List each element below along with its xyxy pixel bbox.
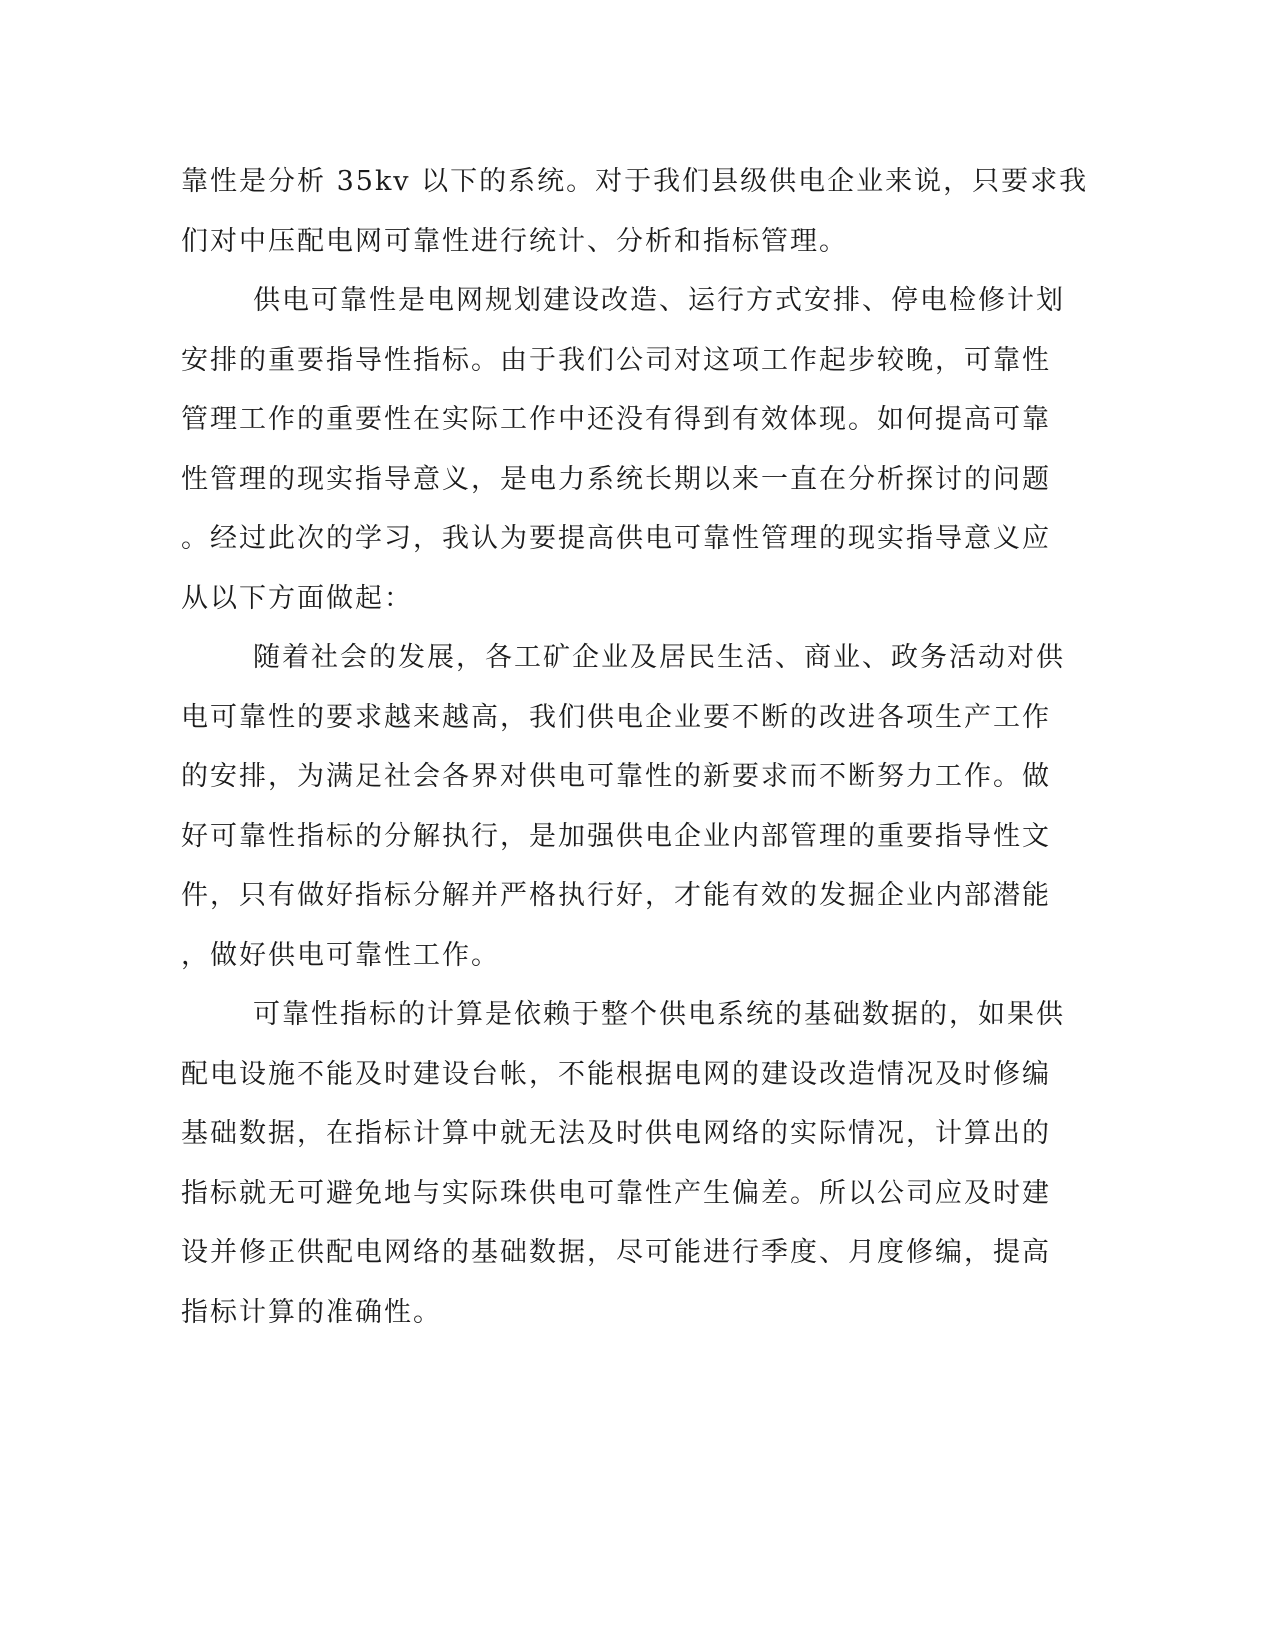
paragraph-line: 可靠性指标的计算是依赖于整个供电系统的基础数据的，如果供 — [253, 999, 1065, 1030]
paragraph-line: 电可靠性的要求越来越高，我们供电企业要不断的改进各项生产工作 — [181, 701, 1051, 733]
paragraph-4 — [181, 985, 1065, 1342]
paragraph-line: 指标计算的准确性。 — [181, 1296, 442, 1328]
paragraph-line: 从以下方面做起： — [181, 582, 413, 614]
paragraph-line: 性管理的现实指导意义，是电力系统长期以来一直在分析探讨的问题 — [181, 463, 1051, 495]
paragraph-line: 随着社会的发展，各工矿企业及居民生活、商业、政务活动对供 — [253, 642, 1065, 673]
paragraph-line: 配电设施不能及时建设台帐，不能根据电网的建设改造情况及时修编 — [181, 1058, 1051, 1090]
paragraph-line: 指标就无可避免地与实际珠供电可靠性产生偏差。所以公司应及时建 — [181, 1177, 1051, 1209]
paragraph-2 — [181, 271, 1065, 628]
paragraph-line: 靠性是分析 35kv 以下的系统。对于我们县级供电企业来说，只要求我 — [181, 166, 1089, 197]
paragraph-1 — [181, 152, 1089, 271]
paragraph-line: 的安排，为满足社会各界对供电可靠性的新要求而不断努力工作。做 — [181, 761, 1051, 792]
paragraph-line: 们对中压配电网可靠性进行统计、分析和指标管理。 — [181, 225, 848, 257]
paragraph-line: 安排的重要指导性指标。由于我们公司对这项工作起步较晚，可靠性 — [181, 344, 1051, 376]
paragraph-line: 供电可靠性是电网规划建设改造、运行方式安排、停电检修计划 — [253, 285, 1065, 316]
paragraph-line: 。经过此次的学习，我认为要提高供电可靠性管理的现实指导意义应 — [181, 523, 1051, 554]
paragraph-line: 好可靠性指标的分解执行，是加强供电企业内部管理的重要指导性文 — [181, 820, 1051, 852]
paragraph-line: 件，只有做好指标分解并严格执行好，才能有效的发掘企业内部潜能 — [181, 880, 1051, 911]
paragraph-line: 管理工作的重要性在实际工作中还没有得到有效体现。如何提高可靠 — [181, 404, 1051, 435]
paragraph-line: ，做好供电可靠性工作。 — [181, 939, 500, 971]
paragraph-3 — [181, 628, 1065, 985]
paragraph-line: 设并修正供配电网络的基础数据，尽可能进行季度、月度修编，提高 — [181, 1237, 1051, 1268]
paragraph-line: 基础数据，在指标计算中就无法及时供电网络的实际情况，计算出的 — [181, 1118, 1051, 1149]
document-body — [181, 152, 1089, 1342]
